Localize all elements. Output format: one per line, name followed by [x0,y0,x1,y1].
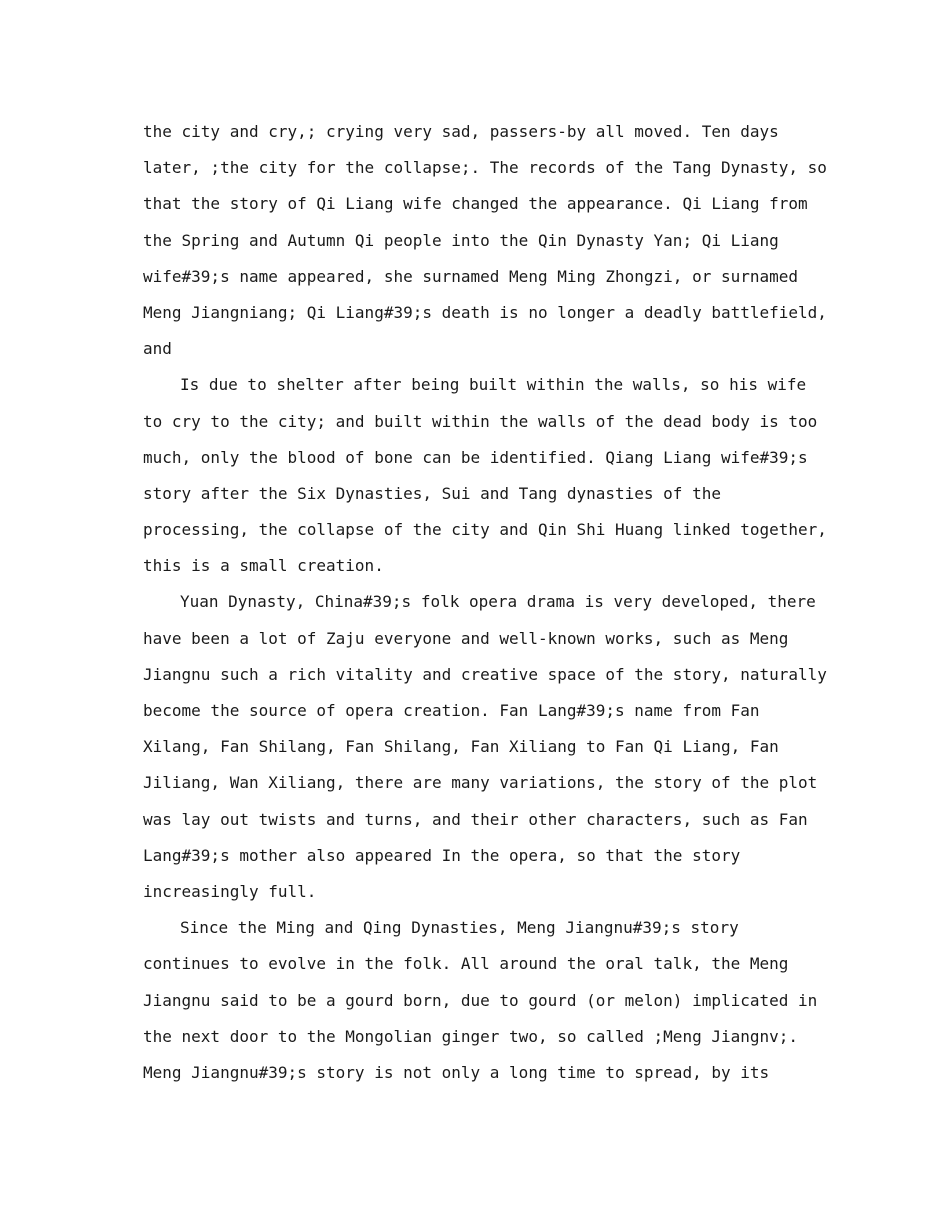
text-line: this is a small creation. [143,556,384,576]
text-line: Jiliang, Wan Xiliang, there are many variations, the story of the plot [143,773,818,793]
text-line: Since the Ming and Qing Dynasties, Meng Jiangnu#39;s story [180,918,739,938]
text-line: Meng Jiangnu#39;s story is not only a long time to spread, by its [143,1062,770,1082]
text-line: Lang#39;s mother also appeared In the opera, so that the story [143,845,741,865]
text-line: Is due to shelter after being built within the walls, so his wife [180,375,807,395]
paragraph-4 [143,910,818,1091]
text-line: the city and cry,; crying very sad, passers-by all moved. Ten days [143,122,779,141]
text-line: to cry to the city; and built within the walls of the dead body is too [143,411,818,431]
text-line: processing, the collapse of the city and Qin Shi Huang linked together, [143,520,827,540]
text-line: that the story of Qi Liang wife changed the appearance. Qi Liang from [143,194,808,214]
text-line: Yuan Dynasty, China#39;s folk opera drama is very developed, there [180,592,816,612]
text-line: Xilang, Fan Shilang, Fan Shilang, Fan Xiliang to Fan Qi Liang, Fan [143,737,779,757]
text-line: the next door to the Mongolian ginger two, so called ;Meng Jiangnv;. [143,1026,799,1046]
text-line: become the source of opera creation. Fan Lang#39;s name from Fan [143,701,760,720]
text-line: Meng Jiangniang; Qi Liang#39;s death is no longer a deadly battlefield, [143,302,827,322]
text-line: have been a lot of Zaju everyone and well-known works, such as Meng [143,628,789,648]
text-line: continues to evolve in the folk. All around the oral talk, the Meng [143,954,789,974]
text-line: increasingly full. [143,881,317,901]
paragraph-2 [143,367,827,584]
text-line: wife#39;s name appeared, she surnamed Meng Ming Zhongzi, or surnamed [143,266,799,286]
text-line: Jiangnu such a rich vitality and creative space of the story, naturally [143,664,827,684]
text-line: was lay out twists and turns, and their other characters, such as Fan [143,809,808,829]
text-line: later, ;the city for the collapse;. The records of the Tang Dynasty, so [143,158,827,178]
paragraph-1 [143,114,827,367]
text-line: and [143,339,172,359]
document-body [143,114,827,1091]
text-line: Jiangnu said to be a gourd born, due to gourd (or melon) implicated in [143,990,818,1010]
text-line: the Spring and Autumn Qi people into the Qin Dynasty Yan; Qi Liang [143,230,779,250]
text-line: story after the Six Dynasties, Sui and Tang dynasties of the [143,483,721,503]
paragraph-3 [143,584,827,910]
text-line: much, only the blood of bone can be identified. Qiang Liang wife#39;s [143,447,808,467]
